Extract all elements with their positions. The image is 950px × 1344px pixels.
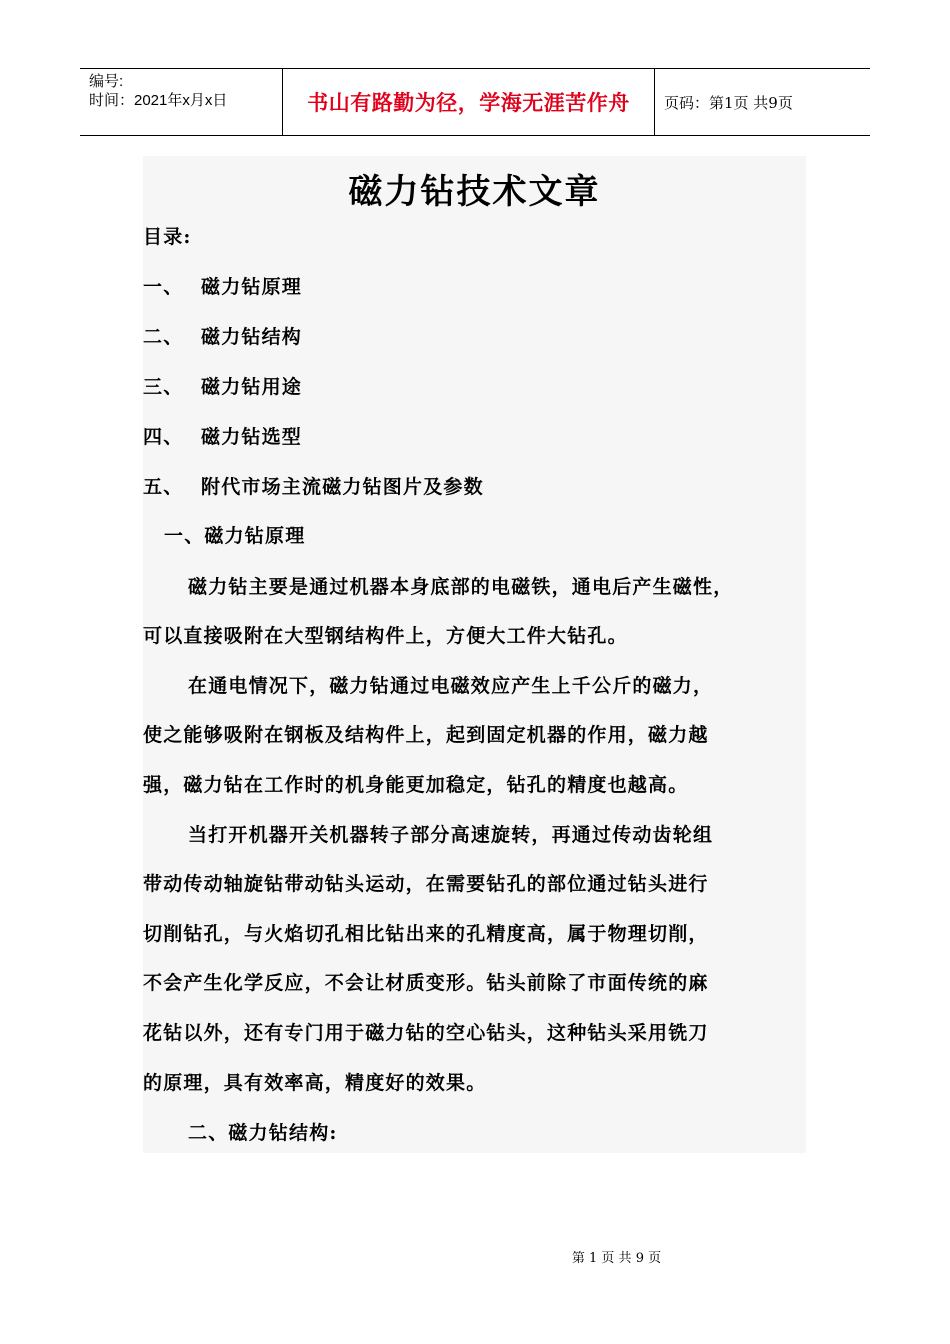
document-title: 磁力钻技术文章 xyxy=(348,172,601,212)
toc-item-text: 附代市场主流磁力钻图片及参数 xyxy=(201,476,484,498)
paragraph-line: 在通电情况下，磁力钻通过电磁效应产生上千公斤的磁力， xyxy=(188,675,714,697)
toc-item-number: 二、 xyxy=(143,326,184,348)
header-page-number: 页码：第1页 共9页 xyxy=(664,93,793,112)
header-meta xyxy=(80,69,282,135)
toc-item-number: 三、 xyxy=(143,376,184,398)
toc-label: 目录: xyxy=(143,226,192,248)
toc-item xyxy=(143,372,302,399)
toc-item-text: 磁力钻选型 xyxy=(201,426,303,448)
paragraph-line: 的原理，具有效率高，精度好的效果。 xyxy=(143,1072,487,1094)
paragraph-line: 花钻以外，还有专门用于磁力钻的空心钻头，这种钻头采用铣刀 xyxy=(143,1022,709,1044)
toc-item xyxy=(143,322,302,349)
toc-item xyxy=(143,272,302,299)
toc-item-text: 磁力钻原理 xyxy=(201,276,303,298)
toc-item-number: 五、 xyxy=(143,476,184,498)
section-heading-principle: 一、磁力钻原理 xyxy=(164,525,306,547)
section-heading-structure: 二、磁力钻结构: xyxy=(188,1122,338,1144)
toc-item-text: 磁力钻结构 xyxy=(201,326,303,348)
paragraph-line: 可以直接吸附在大型钢结构件上，方便大工件大钻孔。 xyxy=(143,625,628,647)
paragraph-line: 带动传动轴旋钻带动钻头运动，在需要钻孔的部位通过钻头进行 xyxy=(143,873,709,895)
paragraph-line: 使之能够吸附在钢板及结构件上，起到固定机器的作用，磁力越 xyxy=(143,724,709,746)
document-number-label: 编号: xyxy=(89,73,124,90)
paragraph-line: 磁力钻主要是通过机器本身底部的电磁铁，通电后产生磁性， xyxy=(188,576,734,598)
toc-item xyxy=(143,472,484,499)
paragraph-line: 强，磁力钻在工作时的机身能更加稳定，钻孔的精度也越高。 xyxy=(143,774,689,796)
header-motto: 书山有路勤为径，学海无涯苦作舟 xyxy=(282,69,655,135)
paragraph-line: 当打开机器开关机器转子部分高速旋转，再通过传动齿轮组 xyxy=(188,824,714,846)
toc-item xyxy=(143,422,302,449)
paragraph-line: 不会产生化学反应，不会让材质变形。钻头前除了市面传统的麻 xyxy=(143,972,709,994)
page-footer: 第 1 页 共 9 页 xyxy=(571,1251,662,1266)
document-body xyxy=(143,156,806,1153)
document-date-label: 时间：2021年x月x日 xyxy=(89,92,228,109)
toc-item-number: 四、 xyxy=(143,426,184,448)
page-header xyxy=(80,68,870,136)
paragraph-line: 切削钻孔，与火焰切孔相比钻出来的孔精度高，属于物理切削， xyxy=(143,923,709,945)
toc-item-text: 磁力钻用途 xyxy=(201,376,303,398)
toc-item-number: 一、 xyxy=(143,276,184,298)
